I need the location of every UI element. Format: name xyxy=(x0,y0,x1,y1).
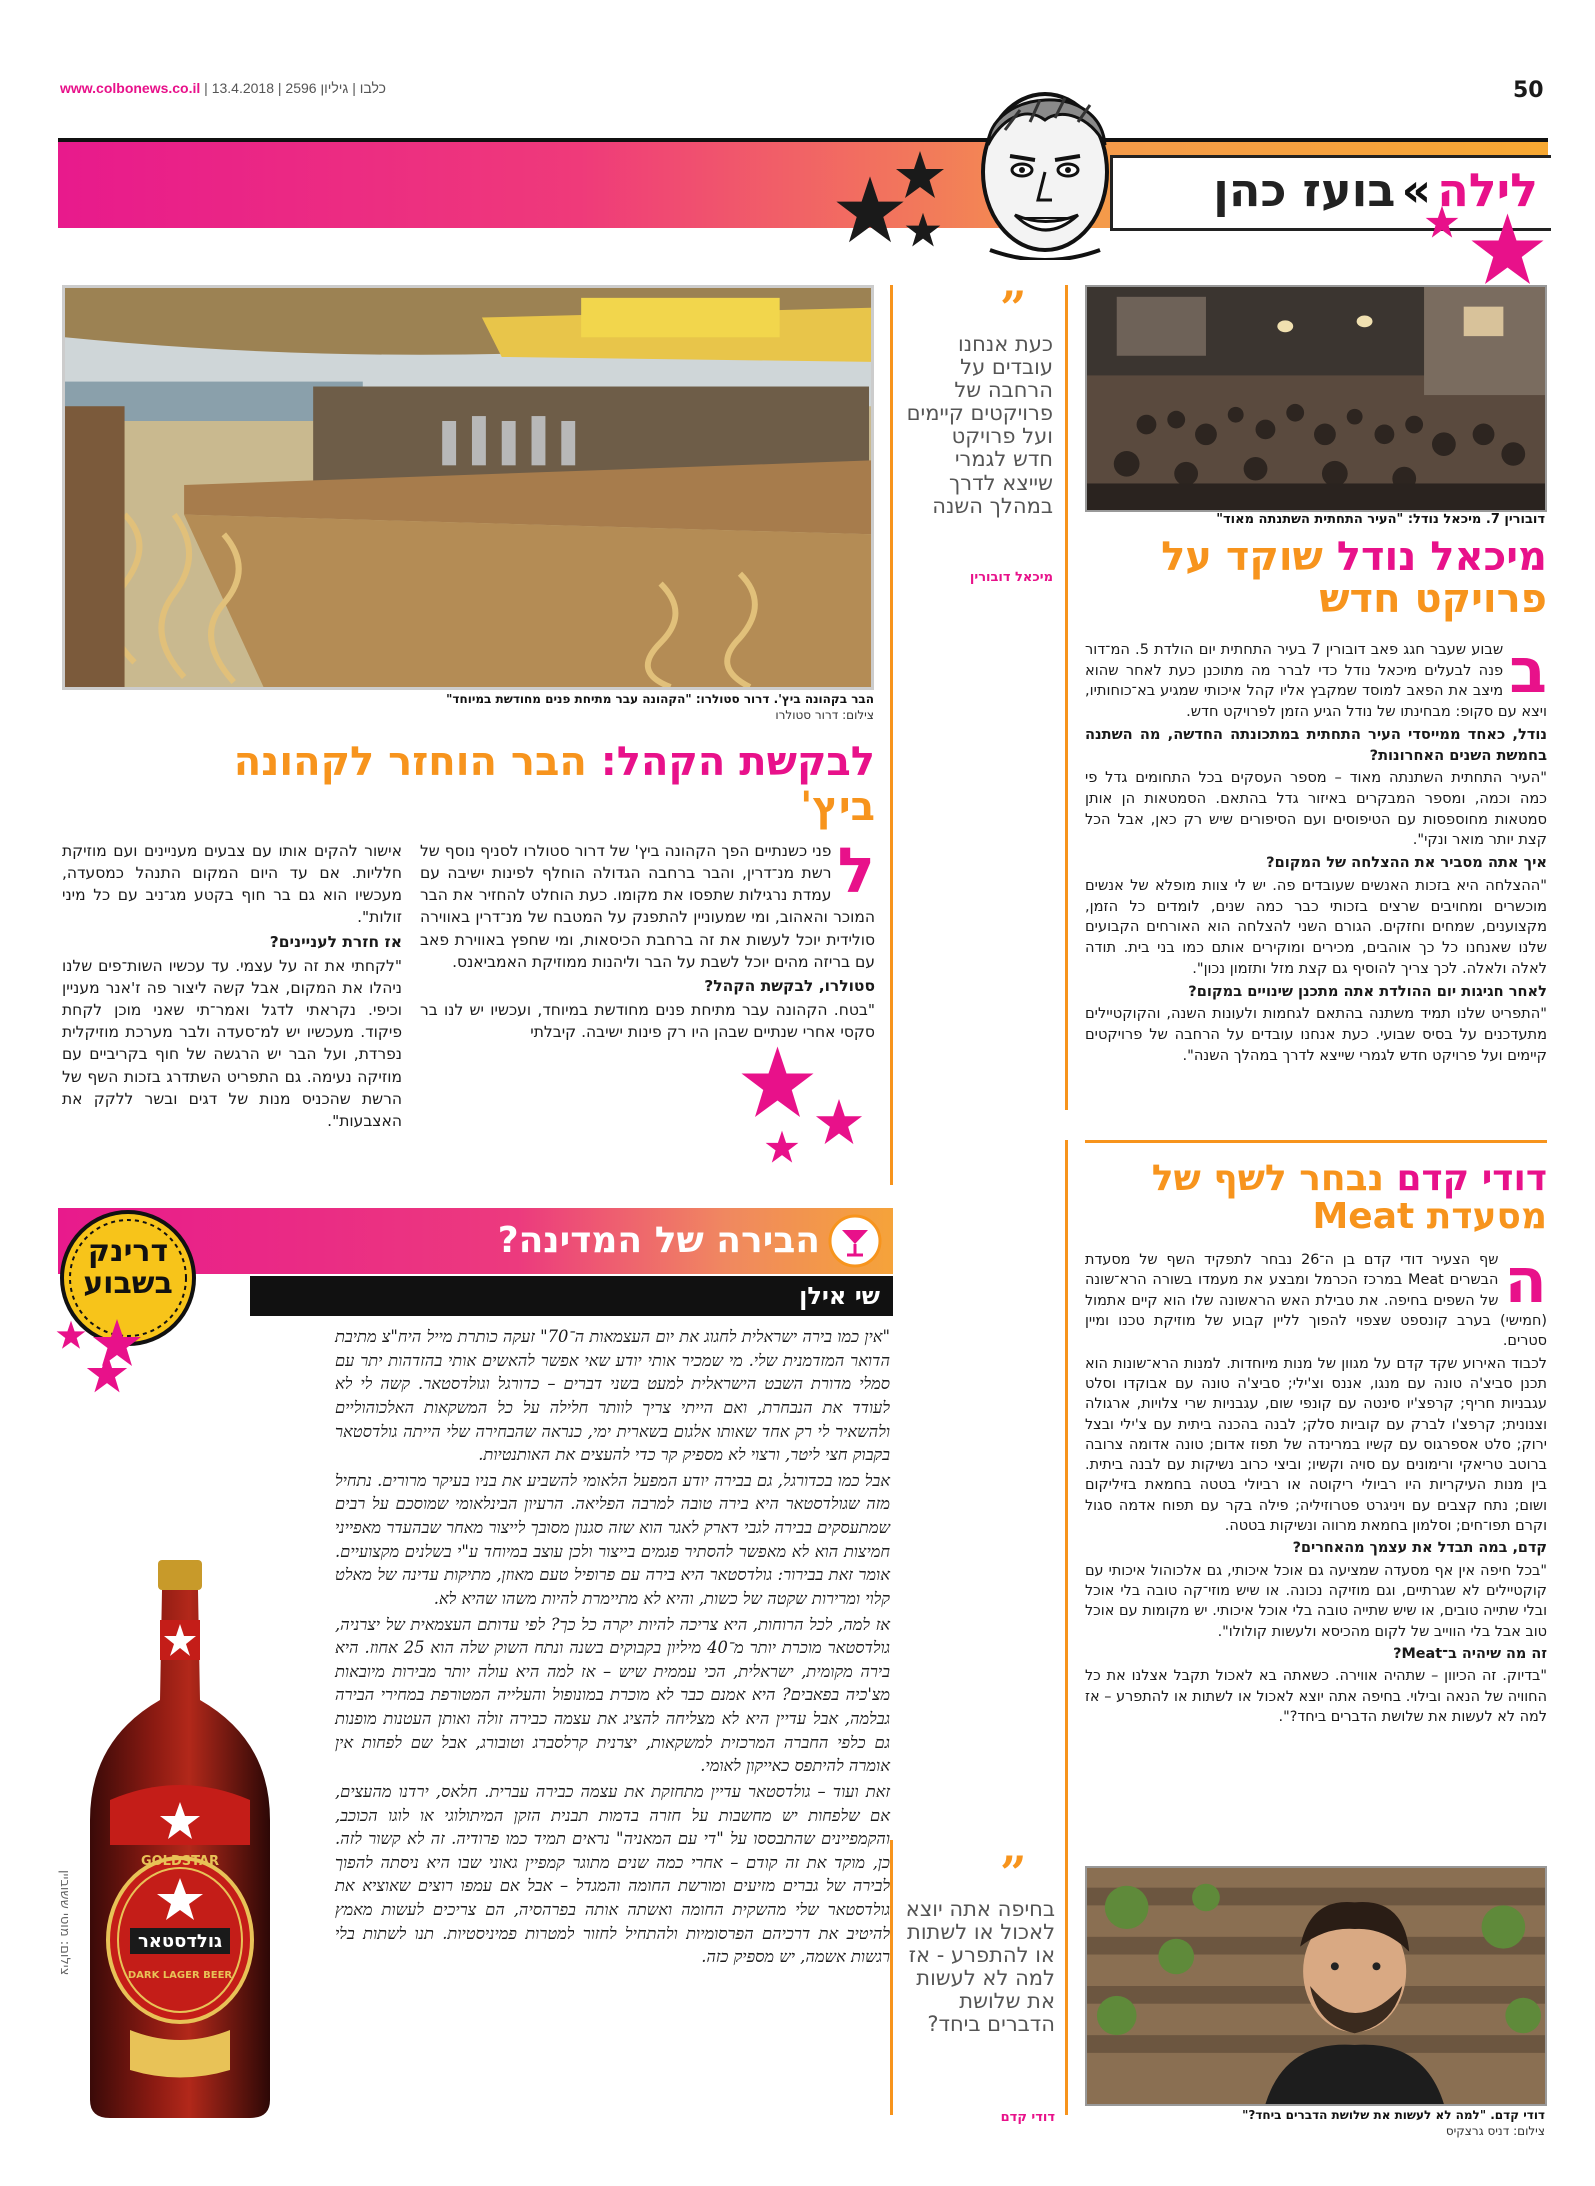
beach-article-col-1 xyxy=(420,834,875,1045)
meat-headline-name: דודי קדם xyxy=(1383,1158,1547,1199)
column-divider xyxy=(1065,285,1068,1110)
interview-question: לאחר חגיגות יום ההולדת אתה מתכנן שינויים במקום? xyxy=(1188,982,1547,1000)
column-divider xyxy=(890,1840,893,2115)
star-icon xyxy=(56,1320,86,1350)
column-separator: » xyxy=(1401,163,1432,217)
article-paragraph: לכבוד האירוע שקד קדם על מגוון של מנות מיוחדות. למנות הרא־שונות הוא תכנן סביצ'ה טונה עם מנגו, אננס וצ'ילי; סביצ'ה טונה עם אבוקדו וסלט עגבניות חריף; קרפצ'יו סינטה עם קונפי שום, עגבניות שרי צלויות, ארגולה וצנונית; קרפצ'ו לברק עם קוביות סלק; לבנה בהכנה ביתית עם צ'ילי ובצל ירוק; סלט אספרגוס עם קשיו במרינדה של תפוז אדום; טונה אדומה צרובה ברוטב טריאקי ורימונים עם סויה וקשיו; וביצי כרוב נשיקות עם לבנה ביתית. בין מנות העיקריות היו רביולי ריקוטה או רביולי בטטה בחמאת בזיליקום ושום; נתח קצבים עם ויניגרט פטרוזיליה; פילה בקר עם תפוח אדמה סגול וקרם תפו־חים; וסלמון בחמאת מרווה ונשיקות בטטה. xyxy=(1085,1355,1547,1535)
dropcap: ל xyxy=(837,834,875,907)
dropcap: ה xyxy=(1504,1244,1547,1317)
dobrin-photo-caption: דובורין 7. מיכאל נודל: "העיר התחתית השתנתה מאוד" xyxy=(1216,512,1545,527)
star-icon xyxy=(765,1130,799,1164)
article-paragraph: זאת ועוד – גולדסטאר עדיין מתחזקת את עצמה כבירה עברית. חלאס, ירדנו מהעצים, אם שלפחות יש מחשבות על חזרה בדמות תבנית הזקן המיתולוגי או לוגו הכוכב, והקמפיינים שהתבססו על "די עם המאניה" נראים תמיד כמו פרודיה. זה לא קשור לזה. כן, מוקד את זה קודם – אחרי כמה שנים מתוגר קמפיין גאוני שבו היא ניסתה להפוך לבירה של גברים מזיעים ומורשת החומה והמגדל – אבל אם עמפו רוצים שאוציא את גולדסטאר שלי מהשקית החומה ואשתה אותה בפרהסיה, הם צריכים לעשות מאמץ להיטיב את דרכיהם הפרסומיות ולהתחיל לחזור למטרות פמיניסטיות. תנו לשתות בלי רגשות אשמה, יש מספיק כזה. xyxy=(335,1781,890,1967)
section-divider xyxy=(1085,1140,1547,1143)
interview-question: זה מה שיהיה ב־Meat? xyxy=(1393,1645,1547,1662)
beach-photo-credit: צילום: דרור סטולרו xyxy=(775,708,874,722)
column-author: בועז כהן xyxy=(1213,163,1396,217)
quote-mark-icon: ” xyxy=(1000,281,1027,335)
interview-question: סטולרו, לבקשת הקהל? xyxy=(704,976,875,995)
beer-section-title: הבירה של המדינה? xyxy=(497,1220,820,1261)
interview-answer: "התפריט שלנו תמיד משתנה בהתאם לגחמות ולעונות השנה, והקוקטיילים מתעדכנים על בסיס שבועי. כעת אנחנו עובדים על הרחבה של פרויקטים קיימים ועל פרויקט חדש לגמרי שייצא לדרך במהלך השנה". xyxy=(1085,1005,1547,1064)
chef-photo xyxy=(1085,1866,1547,2106)
article-paragraph: "אין כמו בירה ישראלית לחגוג את יום העצמאות ה־70" זעקה כותרת מייל היח"צ מתיבת הדואר המזדמנית שלי. מי שמכיר אותי יודע שאי אפשר להאשים אותי בהזדהות יתר עם סמלי מדורת השבט הישראלית למעט בשני דברים – כדורגל וגולדסטאר. קשה לי לא לעודד את הנבחרת, ואם הייתי צריך לוותר חלילה על כל המשקאות האלכוהוליים ולהשאיר לי רק אחד שאותו אלגום בשארית ימי, כנראה שהבחירה שלי הייתה גולדסטאר בקבוק חצי ליטר, ורצוי לא מספיק קר כדי להעצים את האותנטיות. xyxy=(335,1327,890,1465)
page-number: 50 xyxy=(1513,78,1544,103)
interview-question: נודל, כאחד ממייסדי העיר התחתית במתכונתה החדשה, מה השתנה בחמשת השנים האחרונות? xyxy=(1085,725,1547,764)
author-caricature xyxy=(960,60,1130,260)
star-icon xyxy=(86,1352,128,1394)
article-paragraph: שף הצעיר דודי קדם בן ה־26 נבחר לתפקיד השף של מסעדת הבשרים Meat במרכז הכרמל ומבצע את מעמדו בשורה הרא־שונה של השפים בחיפה. את טבילת האש הראשונה שלו הוא קיים אתמול (חמישי) בערב קונספט שצפוי להפוך לליין קבוע של מוזיקת טכנו ומיין סטרים. xyxy=(1085,1252,1547,1350)
beach-photo-caption: הבר בקהונה ביץ'. דרור סטולרו: "הקהונה עבר מתיחת פנים מחודשת במיוחד" xyxy=(446,692,874,706)
pull-quote: כעת אנחנו עובדים על הרחבה של פרויקטים קיימים ועל פרויקט חדש לגמרי שייצא לדרך במהלך השנה xyxy=(906,332,1053,518)
interview-answer: "ההצלחה היא בזכות האנשים שעובדים פה. יש לי צוות מופלא של אנשים מוכשרים ומחויבים שרצים בזכותי כבר כמה שנים, לומדים כל הזמן, מקצוענים, שמחים וחזקים. הגורם השני להצלחה הוא האורחים הקבועים שלנו שאנחנו כל כך אוהבים, מכירים ומוקירים אותם כמו בני בית. תודה לאלה ולאלה. לכך צריך להוסיף גם קצת מזל ותזמון נכון". xyxy=(1085,876,1547,977)
meat-headline xyxy=(1085,1160,1547,1236)
beach-bar-photo xyxy=(62,285,874,690)
star-icon xyxy=(740,1045,815,1120)
beach-headline-rest: הבר הוחזר לקהונה ביץ' xyxy=(233,739,875,830)
article-paragraph: שבוע שעבר חגג פאב דובורין 7 בעיר התחתית יום הולדת 5. המ־דור פנה לבעלים מיכאל נודל כדי לברר מה מתוכנן כעת לאחר שהוא מיצב את הפאב למוסד שמקבץ אליו קהל איכותי שמגיע בא־כוחותיו, ויצא עם סקופ: מבחינתו של נודל הגיע הזמן לפרויקט חדש. xyxy=(1085,641,1547,721)
star-icon xyxy=(1425,205,1459,239)
article-paragraph: פני כשנתיים הפך הקהונה ביץ' של דרור סטולרו לסניף נוסף של רשת מנ־דרין, והבר ברחבה הגדולה הוחלף לפינות ישיבה עם עמדת נרגילות שתפסו את מקומו. כעת הוחלט להחזיר את הבר המוכר והאהוב, ומי שמעוניין להתפנק על המטבח של מנ־דרין באווירה סולידית יוכל לעשות את זה ברחבת הכיסאות, ומי שחפץ באווירת פאב עם בריזה מהים יוכל לשבת על הבר וליהנות ממוזיקת האמביאנס. xyxy=(420,842,875,971)
dobrin-headline-name: מיכאל נודל xyxy=(1322,534,1547,580)
star-icon xyxy=(895,150,945,200)
star-icon xyxy=(815,1098,863,1146)
interview-question: קדם, במה תבדל את עצמך מהאחרים? xyxy=(1292,1540,1547,1557)
dobrin-headline-rest: שוקד על פרויקט חדש xyxy=(1161,534,1547,622)
star-icon xyxy=(1470,212,1545,287)
issue-info: | כלבו | גיליון 2596 | 13.4.2018 xyxy=(200,80,386,96)
meat-article-body xyxy=(1085,1244,1547,1729)
bottle-photo-credit: צילום: מוטי ששוביין xyxy=(57,1870,72,1976)
interview-answer: "בכל חיפה אין אף מסעדה שמציעה גם אוכל איכותי, גם אלכוהול איכותי עם קוקטיילים לא שגרתיים, וגם מוזיקה נכונה. או שיש מוזי־קה טובה בלי אוכל ובלי שתייה טובים, או שיש שתייה טובה בלי אוכל איכותי. יש מקומות עם אוכל טוב אבל בלי הווייב של לקום מהכיסא ולעשות קולולו". xyxy=(1085,1562,1547,1640)
dobrin-article-body xyxy=(1085,634,1547,1068)
column-name: לילה xyxy=(1437,163,1538,217)
interview-question: איך אתה מסביר את ההצלחה של המקום? xyxy=(1266,854,1547,872)
badge-label xyxy=(62,1236,194,1299)
article-paragraph: אישור להקים אותו עם צבעים מעניינים ועם מוזיקת חלליות. אם עד היום המקום התנהל כמסעדה, מעכשיו הוא גם בר חוף בקטע מג־ניב עם כל מיני זולות". xyxy=(62,842,402,927)
interview-answer: "לקחתי את זה על עצמי. עד עכשיו השות־פים שלנו ניהלו את המקום, אבל קשה ליצור פה ז'אנר מעניין וכיפי. נקראתי לדגל ואמר־תי שאני מוכן לקחת פיקוד. מעכשיו יש למ־סעדה ולבר מערכת מוזיקלית נפרדת, ועל הבר יש הרגשה של חוף בקריביים עם מוזיקה נעימה. גם התפריט השתדרג בזכות השף של הרשת שהכניס מנות של דגים ובשר ללקק את האצבעות". xyxy=(62,956,402,1130)
badge-line-1: דרינק xyxy=(87,1234,169,1269)
site-url[interactable]: www.colbonews.co.il xyxy=(60,80,201,96)
chef-photo-credit: צילום: דניס גרצקיס xyxy=(1445,2124,1545,2138)
goldstar-bottle-image xyxy=(70,1560,290,2120)
article-paragraph: אבל כמו בכדורגל, גם בבירה יודע המפעל הלאומי להשביע את בניו בעיקר מרורים. נתחיל מזה שגולדסטאר היא בירה טובה למרבה הפליאה. הרעיון הבינלאומי שמוסכם על רבים שמתעסקים בבירה לגבי דארק לאגר הוא שזה סגנון מסובך לייצור מאחר שבהעדר מאפייני חמיצות הוא לא מאפשר להסתיר פגמים בייצור ולכן עוצב במיוחד ע"י בשלנים מקצועיים. אומר זאת בבירור: גולדסטאר היא בירה עם פרופיל טעם מאוזן, מתיקות עדינה של מאלט קלוי ומרירות שקטה של כשות, והיא לא מתיימרת להיות משהו שהיא לא. xyxy=(335,1470,890,1608)
beer-article-body xyxy=(335,1325,890,1969)
bottle-brand-hebrew: גולדסטאר xyxy=(137,1931,223,1952)
interview-answer: "בדיוק. זה הכיוון – שתהיה אווירה. כשאתה בא לאכול תקבל אצלנו את כל החוויה של הנאה ובילוי. בחיפה אתה יוצא לאכול או לשתות או להתפרע – אז למה לא לעשות את שלושת הדברים ביחד?". xyxy=(1085,1668,1547,1725)
star-icon xyxy=(905,212,941,248)
pull-quote: בחיפה אתה יוצא לאכול או לשתות או להתפרע - אז למה לא לעשות את שלושת הדברים ביחד? xyxy=(905,1897,1055,2037)
beach-headline xyxy=(230,740,875,830)
column-divider xyxy=(1065,1140,1068,2115)
dobrin-headline xyxy=(1085,536,1547,620)
bottle-subtitle: DARK LAGER BEER xyxy=(127,1970,233,1981)
beer-author: שי אילן xyxy=(799,1282,880,1310)
pull-quote-attribution: מיכאל דובורין xyxy=(969,570,1053,585)
article-paragraph: אז למה, לכל הרוחות, היא צריכה להיות יקרה כל כך? לפי עדותם העצמאית של יצרניה, גולדסטאר מוכרת יותר מ־40 מיליון בקבוקים בשנה ונתח השוק שלה הוא 25 אחוז. היא בירה מקומית, ישראלית, הכי עממית שיש – אז למה היא עולה יותר מבירות מיובאות מצ'כיה בפאבים? היא אמנם כבר לא מוכרת במונופול והעלייה המטורפת במחירי הבירה גבלמה, אבל עדיין היא לא מצליחה להציג את עצמה כבירה זולה ואותן העטנות מופנות גם כלפי החברה המרכזית למשקאות, יצרנית קרלסברג וטובורג, אבל שם לפחות אין אומרה להיתפס כאייקון לאומי. xyxy=(335,1614,890,1776)
dropcap: ב xyxy=(1509,634,1547,707)
pull-quote-attribution: דודי קדם xyxy=(1000,2110,1055,2125)
cocktail-icon xyxy=(828,1214,882,1268)
interview-answer: "בטח. הקהונה עבר מתיחת פנים מחודשת במיוחד, ועכשיו יש לנו בר סקסי אחרי שנתיים שבהן היו רק פינות ישיבה. קיבלתי xyxy=(420,1001,875,1042)
badge-line-2: בשבוע xyxy=(83,1265,173,1301)
beach-headline-lead: לבקשת הקהל: xyxy=(586,739,875,785)
interview-answer: "העיר התחתית השתנתה מאוד – מספר העסקים בכל התחומים גדל פי כמה וכמה, ומספר המבקרים באיזור גדל בהתאם. הסמטאות הן אותן סמטאות מחוספסות עם הטיפוסים ועם הסיפורים שיש רק כאן, אבל הכל קצת יותר מואר ונקי". xyxy=(1085,769,1547,849)
bottle-brand-top: GOLDSTAR xyxy=(140,1854,220,1869)
dobrin-pub-photo xyxy=(1085,285,1547,512)
quote-mark-icon: ” xyxy=(1000,1846,1027,1900)
masthead-line xyxy=(60,80,386,96)
interview-question: אז חזרת לעניינים? xyxy=(269,932,402,951)
beach-article-col-2 xyxy=(62,840,402,1134)
chef-photo-caption: דודי קדם. "למה לא לעשות את שלושת הדברים ביחד?" xyxy=(1242,2108,1545,2122)
meat-headline-rest: נבחר לשף של מסעדת Meat xyxy=(1151,1158,1547,1237)
column-divider xyxy=(890,285,893,1185)
